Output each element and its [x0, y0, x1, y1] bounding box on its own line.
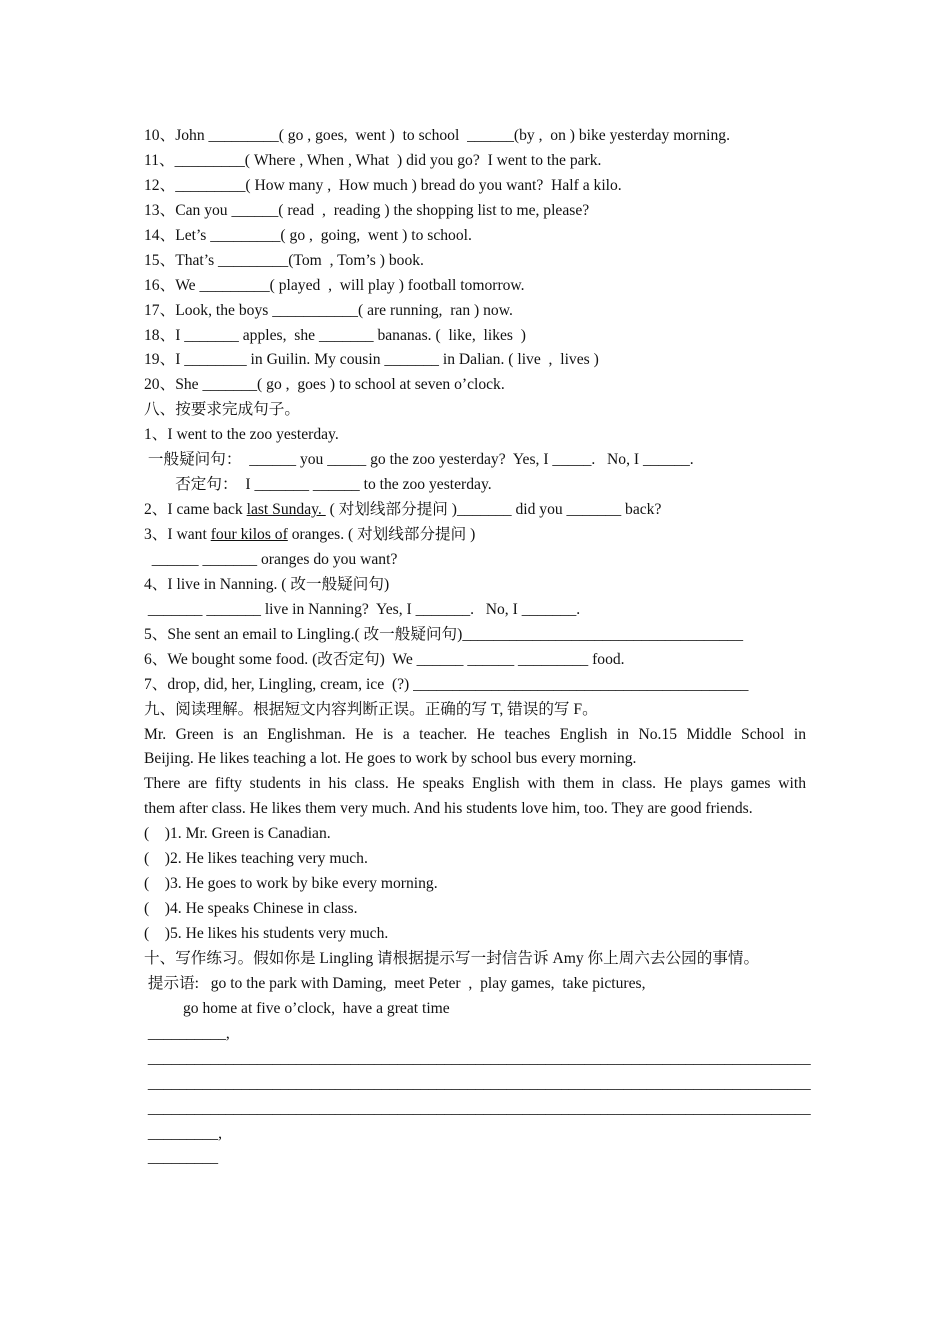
sentence-section: [144, 398, 806, 697]
underlined-phrase: four kilos of: [210, 526, 288, 543]
passage-line: There are fifty students in his class. He speaks English with them in class. He plays games with: [144, 775, 806, 793]
sentence-1-negative: 否定句： I _______ ______ to the zoo yesterday.: [144, 476, 492, 494]
sentence-3-instruction: oranges. ( 对划线部分提问 ): [287, 526, 476, 543]
question-12: 12、_________( How many , How much ) bread do you want? Half a kilo.: [144, 176, 622, 194]
true-false-item: ( )3. He goes to work by bike every morning.: [144, 875, 438, 893]
sentence-5: 5、She sent an email to Lingling.( 改一般疑问句)____________________________________: [144, 625, 744, 643]
letter-closing-blank: _________,: [144, 1124, 222, 1142]
sentence-4-answer: _______ _______ live in Nanning? Yes, I _______. No, I _______.: [144, 600, 581, 618]
question-19: 19、I ________ in Guilin. My cousin _______ in Dalian. ( live , lives ): [144, 351, 599, 369]
passage-line: Mr. Green is an Englishman. He is a teacher. He teaches English in No.15 Middle School in: [144, 725, 806, 743]
passage-line: them after class. He likes them very much. And his students love him, too. They are good friends.: [144, 800, 753, 818]
sentence-2-instruction: ( 对划线部分提问 )_______ did you _______ back?: [325, 501, 662, 519]
question-14: 14、Let’s _________( go , going, went ) to school.: [144, 226, 472, 244]
question-18: 18、I _______ apples, she _______ bananas. ( like, likes ): [144, 326, 526, 344]
section-heading-8: 八、按要求完成句子。: [144, 401, 300, 419]
worksheet-page: [144, 124, 811, 1171]
writing-hint: go home at five o’clock, have a great time: [144, 999, 450, 1017]
question-16: 16、We _________( played , will play ) football tomorrow.: [144, 276, 525, 294]
sentence-3-text: 3、I want: [144, 526, 211, 543]
fill-in-section: [144, 124, 806, 398]
reading-section: [144, 698, 806, 947]
section-heading-10: 十、写作练习。假如你是 Lingling 请根据提示写一封信告诉 Amy 你上周六去公园的事情。: [144, 949, 760, 967]
sentence-2-text: 2、I came back: [144, 501, 247, 519]
underlined-phrase: last Sunday.: [246, 501, 326, 519]
writing-hint: 提示语: go to the park with Daming, meet Peter , play games, take pictures,: [144, 974, 646, 992]
true-false-item: ( )4. He speaks Chinese in class.: [144, 900, 358, 918]
true-false-item: ( )5. He likes his students very much.: [144, 925, 389, 942]
question-10: 10、John _________( go , goes, went ) to school ______(by , on ) bike yesterday morning.: [144, 127, 730, 144]
letter-body-line: _____________________________________________________________________________________: [144, 1074, 811, 1092]
letter-salutation-blank: __________,: [144, 1024, 230, 1042]
question-11: 11、_________( Where , When , What ) did you go? I went to the park.: [144, 151, 602, 169]
letter-body-line: _____________________________________________________________________________________: [144, 1049, 811, 1067]
sentence-1-question: 一般疑问句： ______ you _____ go the zoo yesterday? Yes, I _____. No, I ______.: [144, 451, 694, 469]
question-17: 17、Look, the boys ___________( are running, ran ) now.: [144, 301, 513, 319]
sentence-6: 6、We bought some food. (改否定句) We ______ ______ _________ food.: [144, 650, 625, 668]
true-false-item: ( )2. He likes teaching very much.: [144, 850, 368, 868]
question-20: 20、She _______( go , goes ) to school at seven o’clock.: [144, 376, 505, 394]
sentence-1: 1、I went to the zoo yesterday.: [144, 426, 339, 444]
letter-signature-blank: _________: [144, 1149, 219, 1167]
question-13: 13、Can you ______( read , reading ) the shopping list to me, please?: [144, 201, 590, 219]
writing-section: [144, 947, 811, 1171]
letter-body-line: _____________________________________________________________________________________: [144, 1099, 811, 1117]
sentence-7: 7、drop, did, her, Lingling, cream, ice (?) ___________________________________________: [144, 675, 749, 693]
passage-line: Beijing. He likes teaching a lot. He goes to work by school bus every morning.: [144, 750, 637, 768]
sentence-4: 4、I live in Nanning. ( 改一般疑问句): [144, 575, 390, 593]
question-15: 15、That’s _________(Tom , Tom’s ) book.: [144, 251, 424, 269]
true-false-item: ( )1. Mr. Green is Canadian.: [144, 825, 331, 843]
sentence-3: [144, 523, 806, 548]
section-heading-9: 九、阅读理解。根据短文内容判断正误。正确的写 T, 错误的写 F。: [144, 700, 598, 718]
sentence-2: [144, 498, 806, 523]
sentence-3-answer: ______ _______ oranges do you want?: [144, 550, 398, 568]
